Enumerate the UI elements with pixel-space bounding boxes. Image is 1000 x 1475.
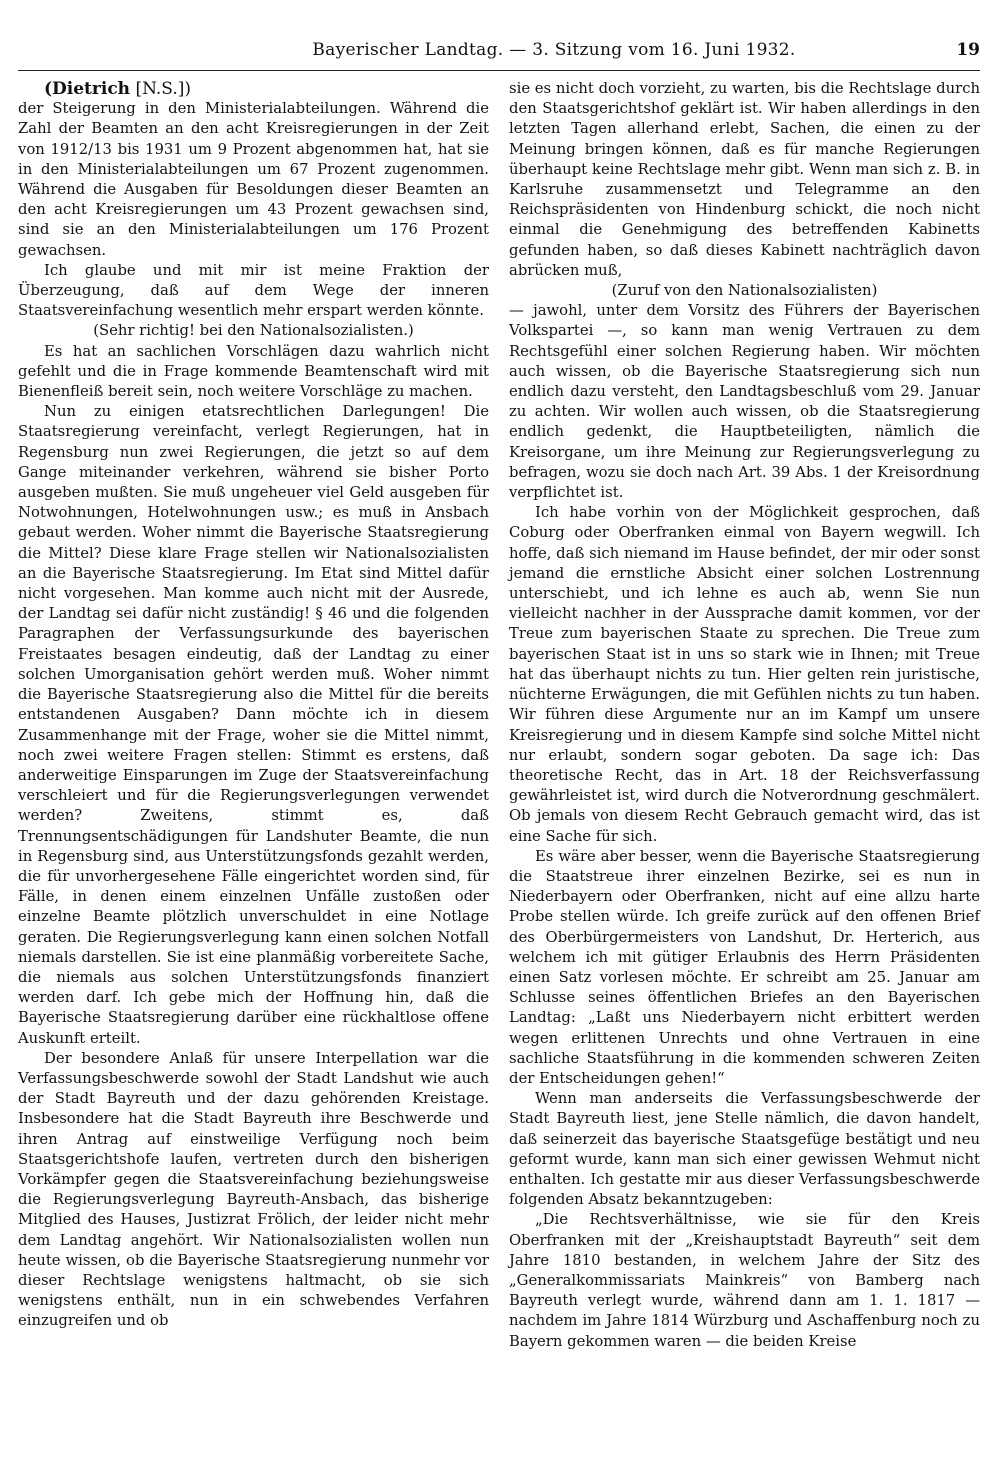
interjection: (Sehr richtig! bei den Nationalsozialisten.) (93, 322, 414, 340)
paragraph: „Die Rechtsverhältnisse, wie sie für den Kreis Oberfranken mit der „Kreishauptstadt Bayreuth“ seit dem Jahre 1810 bestanden, in welchem Jahre der Sitz des „Generalkommissariats Mainkreis“ von Bamberg nach Bayreuth verlegt wurde, während dann am 1. 1. 1817 — nachdem im Jahre 1814 Würzburg und Aschaffenburg noch zu Bayern gekommen waren — die beiden Kreise (509, 1211, 980, 1350)
right-column (509, 79, 980, 1352)
speaker-name: (Dietrich (44, 79, 131, 99)
paragraph: Ich habe vorhin von der Möglichkeit gesprochen, daß Coburg oder Oberfranken einmal von Bayern wegwill. Ich hoffe, daß sich niemand im Hause befindet, der mir oder sonst jemand die ernstliche Absicht einer solchen Lostrennung unterschiebt, und ich lehne es auch ab, wenn Sie nun vielleicht nachher in der Aussprache damit kommen, vor der Treue zum bayerischen Staate zu sprechen. Die Treue zum bayerischen Staat ist in uns so stark wie in Ihnen; mit Treue hat das überhaupt nichts zu tun. Hier gelten rein juristische, nüchterne Erwägungen, die mit Gefühlen nichts zu tun haben. Wir führen diese Argumente nur an im Kampf um unsere Kreisregierung und in diesem Kampfe sind solche Mittel nicht nur erlaubt, sondern sogar geboten. Da sage ich: Das theoretische Recht, das in Art. 18 der Reichsverfassung gewährleistet ist, wird durch die Notverordnung geschmälert. Ob jemals von diesem Recht Gebrauch gemacht wird, das ist eine Sache für sich. (509, 504, 980, 845)
text-columns (18, 79, 980, 1352)
speaker-party: [N.S.]) (130, 79, 191, 99)
paragraph: Es hat an sachlichen Vorschlägen dazu wahrlich nicht gefehlt und die in Frage kommende Beamtenschaft wird mit Bienenfleiß bereit sein, noch weitere Vorschläge zu machen. (18, 342, 489, 401)
paragraph: Der besondere Anlaß für unsere Interpellation war die Verfassungsbeschwerde sowohl der Stadt Landshut wie auch der Stadt Bayreuth und der dazu gehörenden Kreistage. Insbesondere hat die Stadt Bayreuth ihre Beschwerde und ihren Antrag auf einstweilige Verfügung noch beim Staatsgerichtshofe laufen, vertreten durch den bisherigen Vorkämpfer gegen die Staatsvereinfachung beziehungsweise die Regierungsverlegung Bayreuth-Ansbach, das bisherige Mitglied des Hauses, Justizrat Frölich, der leider nicht mehr dem Landtag angehört. Wir Nationalsozialisten wollen nun heute wissen, ob die Bayerische Staatsregierung nunmehr vor dieser Rechtslage wenigstens haltmacht, ob sie sich wenigstens enthält, nun in ein schwebendes Verfahren einzugreifen und ob (18, 1049, 489, 1330)
paragraph: sie es nicht doch vorzieht, zu warten, bis die Rechtslage durch den Staatsgerichtshof geklärt ist. Wir haben allerdings in den letzten Tagen allerhand erlebt, Sachen, die einen zu der Meinung bringen können, daß es für manche Regierungen überhaupt keine Rechtslage mehr gibt. Wenn man sich z. B. in Karlsruhe zusammensetzt und Telegramme an den Reichspräsidenten von Hindenburg schickt, die noch nicht einmal die Genehmigung des betreffenden Kabinetts gefunden haben, so daß dieses Kabinett nachträglich davon abrücken muß, (509, 80, 981, 279)
running-title: Bayerischer Landtag. — 3. Sitzung vom 16. Juni 1932. (312, 40, 796, 60)
speaker-line (18, 79, 489, 99)
paragraph: Ich glaube und mit mir ist meine Fraktion der Überzeugung, daß auf dem Wege der inneren Staatsvereinfachung wesentlich mehr erspart werden könnte. (18, 261, 489, 320)
interjection: (Zuruf von den Nationalsozialisten) (611, 282, 878, 300)
paragraph: Nun zu einigen etatsrechtlichen Darlegungen! Die Staatsregierung vereinfacht, verlegt Regierungen, hat in Regensburg nun zwei Regierungen, die jetzt so auf dem Gange miteinander verkehren, während sie bisher Porto ausgeben mußten. Sie muß ungeheuer viel Geld ausgeben für Notwohnungen, Hotelwohnungen usw.; es muß in Ansbach gebaut werden. Woher nimmt die Bayerische Staatsregierung die Mittel? Diese klare Frage stellen wir Nationalsozialisten an die Bayerische Staatsregierung. Im Etat sind Mittel dafür nicht vorgesehen. Man komme auch nicht mit der Ausrede, der Landtag sei dafür nicht zuständig! § 46 und die folgenden Paragraphen der Verfassungsurkunde des bayerischen Freistaates besagen eindeutig, daß der Landtag zu einer solchen Umorganisation gehört werden muß. Woher nimmt die Bayerische Staatsregierung also die Mittel für die bereits entstandenen Ausgaben? Dann möchte ich in diesem Zusammenhange mit der Frage, woher sie die Mittel nimmt, noch zwei weitere Fragen stellen: Stimmt es erstens, daß anderweitige Einsparungen im Zuge der Staatsvereinfachung verschleiert und für die Regierungsverlegungen verwendet werden? Zweitens, stimmt es, daß Trennungsentschädigungen für Landshuter Beamte, die nun in Regensburg sind, aus Unterstützungsfonds gezahlt werden, die für unvorhergesehene Fälle eingerichtet worden sind, für Fälle, in denen einem einzelnen Unfälle zustoßen oder einzelne Beamte plötzlich unverschuldet in eine Notlage geraten. Die Regierungsverlegung kann einen solchen Notfall niemals darstellen. Sie ist eine planmäßig vorbereitete Sache, die niemals aus solchen Unterstützungsfonds finanziert werden darf. Ich gebe mich der Hoffnung hin, daß die Bayerische Staatsregierung darüber eine rückhaltlose offene Auskunft erteilt. (18, 403, 489, 1047)
left-column (18, 79, 489, 1352)
paragraph: — jawohl, unter dem Vorsitz des Führers der Bayerischen Volkspartei —, so kann man wenig Vertrauen zu dem Rechtsgefühl einer solchen Regierung haben. Wir möchten auch wissen, ob die Bayerische Staatsregierung sich nun endlich dazu versteht, den Landtagsbeschluß vom 29. Januar zu achten. Wir wollen auch wissen, ob die Staatsregierung endlich gedenkt, die Hauptbeteiligten, nämlich die Kreisorgane, um ihre Meinung zur Regierungsverlegung zu befragen, wozu sie doch nach Art. 39 Abs. 1 der Kreisordnung verpflichtet ist. (509, 302, 980, 502)
page-number: 19 (956, 40, 980, 60)
paragraph: Wenn man anderseits die Verfassungsbeschwerde der Stadt Bayreuth liest, jene Stelle nämlich, die davon handelt, daß seinerzeit das bayerische Staatsgefüge bestätigt und neu geformt wurde, kann man sich einer gewissen Wehmut nicht enthalten. Ich gestatte mir aus dieser Verfassungsbeschwerde folgenden Absatz bekanntzugeben: (509, 1090, 980, 1209)
paragraph: Es wäre aber besser, wenn die Bayerische Staatsregierung die Staatstreue ihrer einzelnen Bezirke, sei es nun in Niederbayern oder Oberfranken, nicht auf eine allzu harte Probe stellen würde. Ich greife zurück auf den offenen Brief des Oberbürgermeisters von Landshut, Dr. Herterich, aus welchem ich mit gütiger Erlaubnis des Herrn Präsidenten einen Satz vorlesen möchte. Er schreibt am 25. Januar am Schlusse seines öffentlichen Briefes an den Bayerischen Landtag: „Laßt uns Niederbayern nicht erbittert werden wegen erlittenen Unrechts und ohne Vertrauen in eine sachliche Staatsführung in die kommenden schweren Zeiten der Entscheidungen gehen!“ (509, 847, 980, 1087)
paragraph: der Steigerung in den Ministerialabteilungen. Während die Zahl der Beamten an den acht Kreisregierungen in der Zeit von 1912/13 bis 1931 um 9 Prozent abgenommen hat, hat sie in den Ministerialabteilungen um 67 Prozent zugenommen. Während die Ausgaben für Besoldungen dieser Beamten an den acht Kreisregierungen um 43 Prozent gewachsen sind, sind sie an den Ministerialabteilungen um 176 Prozent gewachsen. (18, 100, 489, 259)
running-header (18, 40, 980, 71)
